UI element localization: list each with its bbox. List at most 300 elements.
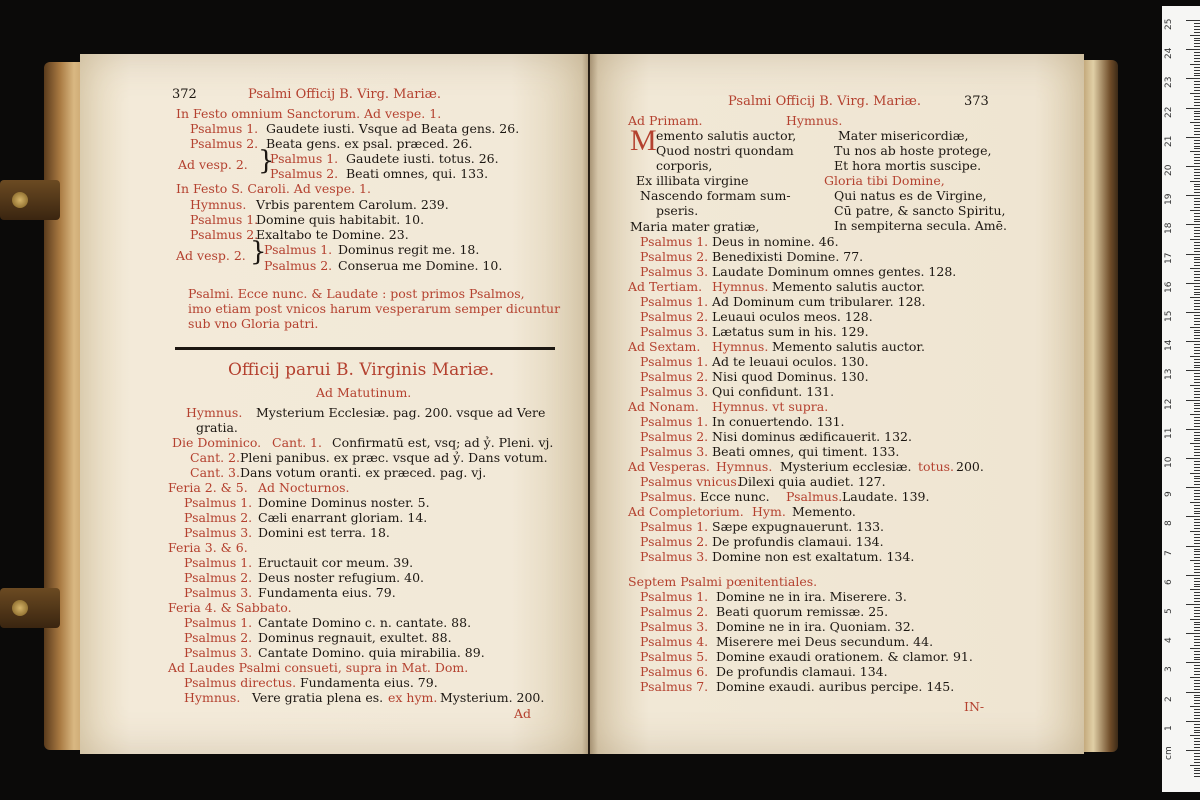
- ruler-tick: [1186, 341, 1200, 342]
- heading: Ad Nocturnos.: [258, 480, 350, 495]
- ruler-tick: [1194, 397, 1200, 398]
- psalm-text: Deus in nomine. 46.: [712, 234, 839, 249]
- ruler-tick: [1194, 476, 1200, 477]
- ruler-tick: [1194, 55, 1200, 56]
- ruler-tick: [1194, 668, 1200, 669]
- book-gutter: [582, 54, 598, 754]
- ruler-tick: [1194, 493, 1200, 494]
- psalm-text: Domine exaudi. auribus percipe. 145.: [716, 679, 955, 694]
- psalm-label: Psalmus 1.: [190, 121, 259, 136]
- ruler-number: 15: [1164, 310, 1174, 322]
- ruler-tick: [1186, 721, 1200, 722]
- ruler-tick: [1194, 467, 1200, 468]
- ruler-tick: [1190, 122, 1200, 123]
- psalm-label: Psalmus 3.: [640, 384, 709, 399]
- psalm-text: Deus noster refugium. 40.: [258, 570, 424, 585]
- hymn-verse: Qui natus es de Virgine,: [834, 188, 987, 203]
- ruler-tick: [1194, 169, 1200, 170]
- ruler-tick: [1194, 321, 1200, 322]
- psalm-label: Psalmus directus.: [184, 675, 297, 690]
- heading: Ad Sextam.: [628, 339, 701, 354]
- ruler-tick: [1194, 186, 1200, 187]
- section-subtitle: Ad Matutinum.: [316, 385, 412, 400]
- ruler-tick: [1190, 356, 1200, 357]
- psalm-label: Psalmus 1.: [184, 495, 253, 510]
- ruler-tick: [1194, 227, 1200, 228]
- ruler-tick: [1194, 192, 1200, 193]
- ruler-tick: [1194, 700, 1200, 701]
- psalm-label: Psalmus 3.: [640, 619, 709, 634]
- ruler-tick: [1186, 633, 1200, 634]
- ruler-tick: [1194, 61, 1200, 62]
- ruler-tick: [1194, 440, 1200, 441]
- ruler-tick: [1186, 487, 1200, 488]
- ruler-tick: [1194, 464, 1200, 465]
- ruler-number: 2: [1164, 695, 1174, 702]
- hymn-label: Hymnus.: [786, 113, 843, 128]
- ruler-tick: [1194, 221, 1200, 222]
- ruler-tick: [1194, 289, 1200, 290]
- ruler-tick: [1194, 624, 1200, 625]
- ruler-tick: [1194, 29, 1200, 30]
- psalm-label: Psalmus 2.: [184, 630, 253, 645]
- ruler-number: 8: [1164, 520, 1174, 527]
- ruler-tick: [1194, 26, 1200, 27]
- ruler-tick: [1194, 338, 1200, 339]
- psalm-text: Cantate Domino c. n. cantate. 88.: [258, 615, 472, 630]
- ruler-tick: [1194, 446, 1200, 447]
- hymn-label: Hym.: [752, 504, 786, 519]
- hymn-text: Vrbis parentem Carolum. 239.: [256, 197, 449, 212]
- ruler-tick: [1194, 207, 1200, 208]
- ruler-tick: [1194, 96, 1200, 97]
- ruler-tick: [1194, 683, 1200, 684]
- ruler-tick: [1194, 175, 1200, 176]
- psalm-text: De profundis clamaui. 134.: [716, 664, 888, 679]
- ruler-tick: [1194, 213, 1200, 214]
- ruler-tick: [1194, 478, 1200, 479]
- ruler-tick: [1194, 522, 1200, 523]
- psalm-text: Eructauit cor meum. 39.: [258, 555, 414, 570]
- drop-cap: M: [630, 124, 657, 157]
- ruler-tick: [1194, 595, 1200, 596]
- rubric: ex hym.: [388, 690, 438, 705]
- ruler-number: 1: [1164, 725, 1174, 731]
- hymn-verse: Ex illibata virgine: [636, 173, 749, 188]
- heading: Septem Psalmi pœnitentiales.: [628, 574, 818, 589]
- ruler-tick: [1194, 408, 1200, 409]
- ruler-tick: [1194, 563, 1200, 564]
- ruler-tick: [1194, 245, 1200, 246]
- psalm-label: Psalmus 2.: [184, 510, 253, 525]
- ruler-tick: [1194, 627, 1200, 628]
- ruler-tick: [1190, 473, 1200, 474]
- ruler-tick: [1194, 242, 1200, 243]
- cant-label: Cant. 2.: [190, 450, 240, 465]
- ruler-tick: [1194, 134, 1200, 135]
- ruler-tick: [1194, 417, 1200, 418]
- psalm-text: In conuertendo. 131.: [712, 414, 845, 429]
- psalm-label: Psalmus 1.: [190, 212, 259, 227]
- hymn-label: Hymnus. vt supra.: [712, 399, 829, 414]
- brace: }: [250, 237, 267, 267]
- psalm-text: Conserua me Domine. 10.: [338, 258, 503, 273]
- ruler-tick: [1194, 461, 1200, 462]
- hymn-verse: pseris.: [656, 203, 699, 218]
- ruler-number: 7: [1164, 549, 1174, 556]
- psalm-label: Psalmus.: [786, 489, 843, 504]
- hymn-label: Hymnus.: [190, 197, 247, 212]
- ruler-tick: [1186, 108, 1200, 109]
- psalm-label: Psalmus 1.: [264, 242, 333, 257]
- ruler-tick: [1194, 294, 1200, 295]
- psalm-label: Psalmus 5.: [640, 649, 709, 664]
- ruler-tick: [1194, 233, 1200, 234]
- ruler-tick: [1194, 367, 1200, 368]
- ruler-tick: [1186, 166, 1200, 167]
- psalm-label: Psalmus 1.: [640, 294, 709, 309]
- ruler-tick: [1194, 172, 1200, 173]
- ruler-tick: [1194, 90, 1200, 91]
- ruler-tick: [1194, 318, 1200, 319]
- ruler-tick: [1194, 732, 1200, 733]
- ruler-tick: [1194, 639, 1200, 640]
- ruler-tick: [1194, 32, 1200, 33]
- ruler-tick: [1194, 508, 1200, 509]
- psalm-text: Sæpe expugnauerunt. 133.: [712, 519, 885, 534]
- hymn-verse: emento salutis auctor,: [656, 128, 797, 143]
- hymn-verse: Maria mater gratiæ,: [630, 219, 760, 234]
- heading: Ad Nonam.: [628, 399, 699, 414]
- psalm-text: Domine non est exaltatum. 134.: [712, 549, 915, 564]
- heading: Die Dominico.: [172, 435, 262, 450]
- ruler-tick: [1190, 239, 1200, 240]
- ruler-tick: [1194, 300, 1200, 301]
- ruler-tick: [1194, 610, 1200, 611]
- ruler-tick: [1194, 23, 1200, 24]
- ruler-tick: [1194, 160, 1200, 161]
- ruler-tick: [1194, 38, 1200, 39]
- ruler-tick: [1194, 543, 1200, 544]
- heading: In Festo omnium Sanctorum. Ad vespe. 1.: [176, 106, 442, 121]
- psalm-text: Miserere mei Deus secundum. 44.: [716, 634, 934, 649]
- ruler-tick: [1190, 35, 1200, 36]
- ruler-tick: [1194, 773, 1200, 774]
- psalm-label: Psalmus 1.: [640, 519, 709, 534]
- ruler-number: 10: [1164, 456, 1174, 468]
- psalm-text: Leuaui oculos meos. 128.: [712, 309, 873, 324]
- ruler-number: 11: [1164, 427, 1174, 439]
- ruler-tick: [1194, 292, 1200, 293]
- ruler-tick: [1194, 84, 1200, 85]
- heading: Feria 4. & Sabbato.: [168, 600, 292, 615]
- hymn-text: Mysterium ecclesiæ.: [780, 459, 912, 474]
- ruler-tick: [1194, 484, 1200, 485]
- ruler-tick: [1194, 449, 1200, 450]
- ruler-tick: [1194, 768, 1200, 769]
- ruler-tick: [1194, 586, 1200, 587]
- ruler-tick: [1194, 438, 1200, 439]
- ruler-tick: [1194, 111, 1200, 112]
- ruler-tick: [1194, 116, 1200, 117]
- psalm-label: Psalmus 3.: [640, 444, 709, 459]
- ruler-tick: [1194, 332, 1200, 333]
- psalm-text: Exaltabo te Domine. 23.: [256, 227, 409, 242]
- ruler-tick: [1194, 630, 1200, 631]
- ruler-tick: [1194, 511, 1200, 512]
- ruler-number: cm: [1164, 746, 1174, 760]
- ruler-tick: [1194, 435, 1200, 436]
- ruler-tick: [1186, 400, 1200, 401]
- hymn-verse: Gloria tibi Domine,: [824, 173, 945, 188]
- ruler-tick: [1194, 99, 1200, 100]
- psalm-label: Psalmus 2.: [190, 227, 259, 242]
- ruler-tick: [1194, 654, 1200, 655]
- ruler-number: 18: [1164, 222, 1174, 235]
- hymn-verse: In sempiterna secula. Amē.: [834, 218, 1008, 233]
- ruler-number: 9: [1164, 491, 1174, 498]
- psalm-text: Cæli enarrant gloriam. 14.: [258, 510, 428, 525]
- running-head-left: Psalmi Officij B. Virg. Mariæ.: [248, 87, 441, 102]
- ruler-tick: [1194, 753, 1200, 754]
- psalm-label: Psalmus vnicus.: [640, 474, 741, 489]
- catchword-left: Ad: [514, 706, 532, 721]
- ruler-tick: [1186, 283, 1200, 284]
- ruler-tick: [1194, 265, 1200, 266]
- brace: }: [258, 146, 275, 176]
- ruler-tick: [1194, 148, 1200, 149]
- ruler-tick: [1194, 776, 1200, 777]
- page-number-right: 373: [964, 94, 989, 109]
- heading: Feria 2. & 5.: [168, 480, 248, 495]
- psalm-text: Domine Dominus noster. 5.: [258, 495, 430, 510]
- psalm-text: Dilexi quia audiet. 127.: [738, 474, 886, 489]
- heading: In Festo S. Caroli. Ad vespe. 1.: [176, 181, 371, 196]
- ruler-tick: [1194, 657, 1200, 658]
- ruler-tick: [1194, 659, 1200, 660]
- psalm-label: Psalmus 7.: [640, 679, 709, 694]
- hymn-label: Hymnus.: [712, 339, 769, 354]
- ruler-tick: [1194, 636, 1200, 637]
- ruler-tick: [1194, 391, 1200, 392]
- psalm-text: Dominus regnauit, exultet. 88.: [258, 630, 452, 645]
- psalm-label: Psalmus 3.: [640, 324, 709, 339]
- psalm-label: Psalmus 1.: [640, 589, 709, 604]
- psalm-label: Psalmus 3.: [640, 264, 709, 279]
- psalm-label: Psalmus 2.: [640, 429, 709, 444]
- ruler-tick: [1194, 651, 1200, 652]
- ruler-tick: [1194, 689, 1200, 690]
- ruler-tick: [1194, 671, 1200, 672]
- ruler-number: 17: [1164, 252, 1174, 264]
- psalm-text: Beati omnes, qui. 133.: [346, 166, 489, 181]
- ruler-tick: [1194, 645, 1200, 646]
- heading: Ad Vesperas.: [628, 459, 710, 474]
- psalm-label: Psalmus 2.: [270, 166, 339, 181]
- hymn-text: Mysterium Ecclesiæ. pag. 200. vsque ad Vere: [256, 405, 546, 420]
- ruler-tick: [1186, 370, 1200, 371]
- ruler-tick: [1194, 470, 1200, 471]
- ruler-tick: [1194, 119, 1200, 120]
- heading: Ad vesp. 2.: [178, 157, 248, 172]
- ruler-tick: [1186, 224, 1200, 225]
- book-fore-edge-left: [44, 62, 84, 750]
- heading: Ad Primam.: [628, 113, 703, 128]
- ruler-tick: [1194, 81, 1200, 82]
- ruler-tick: [1194, 622, 1200, 623]
- ruler-number: 21: [1164, 135, 1174, 147]
- ruler-number: 13: [1164, 368, 1174, 381]
- ruler-tick: [1190, 268, 1200, 269]
- ruler-tick: [1186, 429, 1200, 430]
- ruler-tick: [1194, 665, 1200, 666]
- clasp-bottom: [0, 588, 60, 628]
- ruler-tick: [1194, 762, 1200, 763]
- ruler-tick: [1194, 554, 1200, 555]
- psalm-text: Cantate Domino. quia mirabilia. 89.: [258, 645, 485, 660]
- ruler-tick: [1194, 388, 1200, 389]
- measuring-ruler: [1162, 6, 1200, 792]
- ruler-tick: [1194, 286, 1200, 287]
- psalm-label: Psalmus 2.: [640, 249, 709, 264]
- psalm-label: Psalmus 2.: [640, 309, 709, 324]
- ruler-tick: [1194, 616, 1200, 617]
- ruler-tick: [1194, 189, 1200, 190]
- running-head-right: Psalmi Officij B. Virg. Mariæ.: [728, 94, 921, 109]
- catchword-right: IN-: [964, 699, 985, 714]
- ruler-tick: [1194, 52, 1200, 53]
- ruler-tick: [1194, 534, 1200, 535]
- ruler-tick: [1194, 236, 1200, 237]
- ruler-tick: [1194, 490, 1200, 491]
- ruler-tick: [1194, 373, 1200, 374]
- ruler-tick: [1194, 102, 1200, 103]
- ruler-tick: [1194, 344, 1200, 345]
- ruler-tick: [1194, 251, 1200, 252]
- ruler-tick: [1190, 706, 1200, 707]
- ruler-tick: [1194, 697, 1200, 698]
- ruler-number: 5: [1164, 608, 1174, 614]
- rubric: sub vno Gloria patri.: [188, 316, 319, 331]
- ruler-tick: [1194, 204, 1200, 205]
- psalm-label: Psalmus 3.: [640, 549, 709, 564]
- psalm-label: Psalmus 6.: [640, 664, 709, 679]
- ruler-tick: [1194, 73, 1200, 74]
- hymn-text: Vere gratia plena es.: [252, 690, 384, 705]
- psalm-text: Domine ne in ira. Miserere. 3.: [716, 589, 907, 604]
- hymn-text: gratia.: [196, 420, 238, 435]
- ruler-tick: [1194, 426, 1200, 427]
- ruler-tick: [1194, 727, 1200, 728]
- ruler-tick: [1194, 744, 1200, 745]
- ruler-tick: [1190, 589, 1200, 590]
- ruler-tick: [1194, 309, 1200, 310]
- psalm-label: Psalmus 2.: [640, 604, 709, 619]
- psalm-label: Psalmus 1.: [640, 414, 709, 429]
- ruler-tick: [1190, 531, 1200, 532]
- ruler-tick: [1194, 513, 1200, 514]
- psalm-label: Psalmus 2.: [640, 369, 709, 384]
- rubric: imo etiam post vnicos harum vesperarum semper dicuntur: [188, 301, 561, 316]
- ruler-tick: [1194, 695, 1200, 696]
- ruler-tick: [1194, 584, 1200, 585]
- ruler-tick: [1194, 403, 1200, 404]
- ruler-tick: [1190, 327, 1200, 328]
- ruler-tick: [1190, 443, 1200, 444]
- psalm-text: Nisi quod Dominus. 130.: [712, 369, 869, 384]
- ruler-tick: [1190, 181, 1200, 182]
- ruler-tick: [1194, 67, 1200, 68]
- heading: Ad Completorium.: [628, 504, 744, 519]
- ruler-tick: [1194, 143, 1200, 144]
- ruler-number: 22: [1164, 106, 1174, 118]
- psalm-text: Ecce nunc.: [700, 489, 770, 504]
- ruler-tick: [1194, 551, 1200, 552]
- ruler-tick: [1194, 405, 1200, 406]
- ruler-tick: [1194, 730, 1200, 731]
- ruler-tick: [1194, 376, 1200, 377]
- psalm-label: Psalmus 1.: [640, 354, 709, 369]
- heading: Ad Laudes Psalmi consueti, supra in Mat. Dom.: [168, 660, 469, 675]
- hymn-text: Memento salutis auctor.: [772, 279, 925, 294]
- heading: Ad vesp. 2.: [176, 248, 246, 263]
- ruler-tick: [1186, 692, 1200, 693]
- ruler-tick: [1194, 46, 1200, 47]
- ruler-tick: [1194, 759, 1200, 760]
- psalm-label: Psalmus 4.: [640, 634, 709, 649]
- ruler-tick: [1194, 274, 1200, 275]
- psalm-label: Psalmus 3.: [184, 525, 253, 540]
- ruler-tick: [1190, 64, 1200, 65]
- ruler-number: 25: [1164, 18, 1174, 30]
- ruler-tick: [1194, 680, 1200, 681]
- ruler-tick: [1194, 125, 1200, 126]
- ruler-tick: [1190, 619, 1200, 620]
- ruler-tick: [1194, 335, 1200, 336]
- ruler-tick: [1194, 703, 1200, 704]
- ruler-tick: [1194, 184, 1200, 185]
- ruler-tick: [1194, 411, 1200, 412]
- ruler-tick: [1194, 642, 1200, 643]
- hymn-text: Memento.: [792, 504, 856, 519]
- hymn-verse: Nascendo formam sum-: [640, 188, 791, 203]
- psalm-text: De profundis clamaui. 134.: [712, 534, 884, 549]
- ruler-tick: [1194, 163, 1200, 164]
- hymn-label: Hymnus.: [184, 690, 241, 705]
- ruler-tick: [1194, 271, 1200, 272]
- ruler-tick: [1190, 210, 1200, 211]
- ruler-tick: [1194, 566, 1200, 567]
- ruler-tick: [1194, 756, 1200, 757]
- ruler-tick: [1194, 248, 1200, 249]
- ruler-tick: [1190, 560, 1200, 561]
- ruler-tick: [1194, 481, 1200, 482]
- ruler-tick: [1194, 216, 1200, 217]
- ruler-tick: [1194, 581, 1200, 582]
- ruler-tick: [1194, 686, 1200, 687]
- ruler-tick: [1194, 578, 1200, 579]
- ruler-tick: [1194, 455, 1200, 456]
- psalm-text: Dominus regit me. 18.: [338, 242, 480, 257]
- ruler-tick: [1194, 525, 1200, 526]
- ruler-tick: [1190, 765, 1200, 766]
- ruler-number: 12: [1164, 398, 1174, 410]
- ruler-tick: [1194, 423, 1200, 424]
- ruler-tick: [1194, 601, 1200, 602]
- ruler-tick: [1194, 592, 1200, 593]
- ruler-tick: [1194, 540, 1200, 541]
- psalm-label: Psalmus 1.: [270, 151, 339, 166]
